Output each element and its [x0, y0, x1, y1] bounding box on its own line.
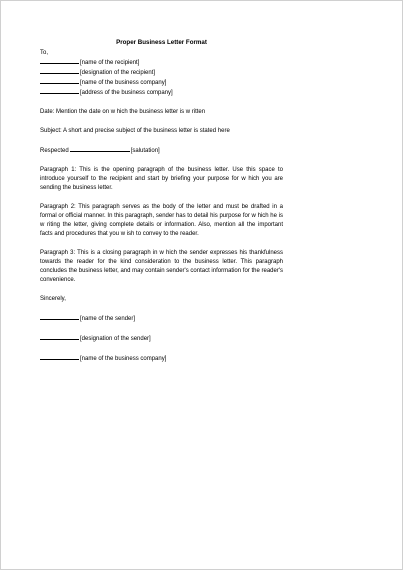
recipient-designation-line: [designation of the recipient] — [40, 68, 283, 78]
blank-underline — [40, 68, 79, 74]
blank-underline — [40, 314, 79, 320]
paragraph-2: Paragraph 2: This paragraph serves as the body of the letter and must be drafted in a formal or official manner. In this paragraph, sender has to detail his purpose for w hich he is w riting the letter, giving complete details or information. Also, mention all the important facts and procedures that you w ish to convey to the reader. — [40, 204, 283, 237]
blank-underline — [40, 334, 79, 340]
sender-company-line: [name of the business company] — [40, 354, 283, 364]
salutation-line: Respected [salutation] — [40, 148, 160, 154]
sender-designation-line: [designation of the sender] — [40, 334, 283, 344]
blank-underline — [70, 146, 130, 152]
blank-underline — [40, 58, 79, 64]
recipient-address-line: [address of the business company] — [40, 88, 283, 98]
blank-underline — [40, 78, 79, 84]
recipient-company-line: [name of the business company] — [40, 78, 283, 88]
recipient-name-line: [name of the recipient] — [40, 58, 283, 68]
letter-body — [40, 38, 283, 364]
to-label: To, — [40, 50, 49, 56]
date-line: Date: Mention the date on w hich the business letter is w ritten — [40, 109, 206, 115]
paragraph-1: Paragraph 1: This is the opening paragraph of the business letter. Use this space to introduce yourself to the recipient and start by briefing your purpose for w hich you are sending the business letter. — [40, 167, 283, 191]
subject-line: Subject: A short and precise subject of the business letter is stated here — [40, 128, 230, 134]
document-title: Proper Business Letter Format — [116, 39, 207, 46]
blank-underline — [40, 354, 79, 360]
closing-line: Sincerely, — [40, 296, 66, 302]
blank-underline — [40, 88, 79, 94]
paragraph-3: Paragraph 3: This is a closing paragraph in w hich the sender expresses his thankfulness towards the reader for the kind consideration to the business letter. This paragraph concludes the business letter, and may contain sender's contact information for the reader's convenience. — [40, 250, 283, 283]
sender-name-line: [name of the sender] — [40, 314, 283, 324]
